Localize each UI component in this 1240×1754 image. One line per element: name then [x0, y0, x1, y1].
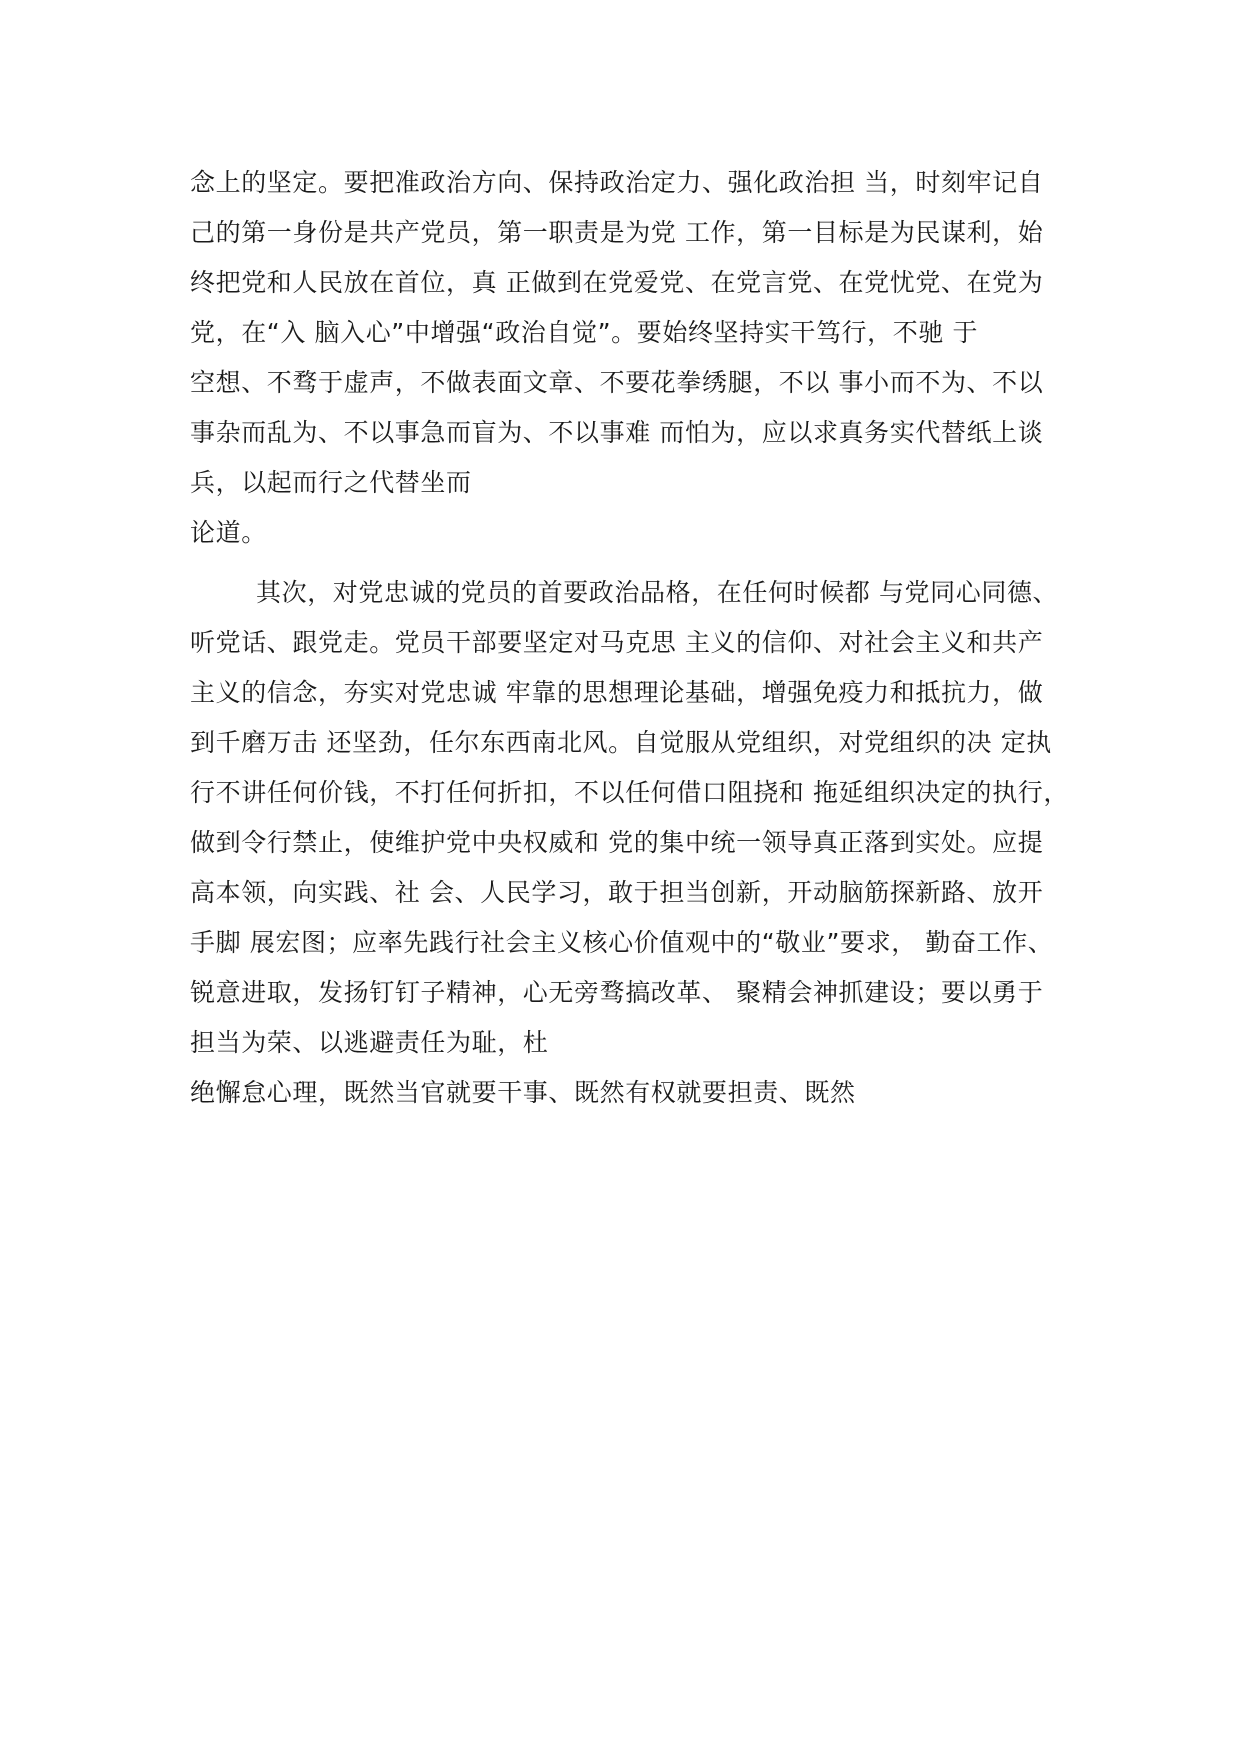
text-line: 念上的坚定。要把准政治方向、保持政治定力、强化政治担 当，时刻牢记自 [190, 168, 1044, 197]
text-line: 行不讲任何价钱，不打任何折扣，不以任何借口阻挠和 拖延组织决定的执行， [190, 778, 1069, 807]
text-line: 锐意进取，发扬钉钉子精神，心无旁骛搞改革、 聚精会神抓建设；要以勇于 [190, 978, 1044, 1007]
text-line: 论道。 [190, 518, 267, 547]
text-line: 到千磨万击 还坚劲，任尔东西南北风。自觉服从党组织，对党组织的决 定执 [190, 728, 1052, 757]
text-line: 事杂而乱为、不以事急而盲为、不以事难 而怕为，应以求真务实代替纸上谈 [190, 418, 1044, 447]
text-line: 兵，以起而行之代替坐而 [190, 468, 472, 497]
text-line: 手脚 展宏图；应率先践行社会主义核心价值观中的“敬业”要求， 勤奋工作、 [190, 928, 1054, 957]
text-line: 担当为荣、以逃避责任为耻，杜 [190, 1028, 549, 1057]
text-line: 终把党和人民放在首位，真 正做到在党爱党、在党言党、在党忧党、在党为 [190, 268, 1044, 297]
text-line: 高本领，向实践、社 会、人民学习，敢于担当创新，开动脑筋探新路、放开 [190, 878, 1044, 907]
text-line: 空想、不骛于虚声，不做表面文章、不要花拳绣腿，不以 事小而不为、不以 [190, 368, 1044, 397]
text-line: 主义的信念，夯实对党忠诚 牢靠的思想理论基础，增强免疫力和抵抗力，做 [190, 678, 1044, 707]
text-line: 听党话、跟党走。党员干部要坚定对马克思 主义的信仰、对社会主义和共产 [190, 628, 1044, 657]
text-line: 绝懈怠心理，既然当官就要干事、既然有权就要担责、既然 [190, 1078, 856, 1107]
text-line: 党，在“入 脑入心”中增强“政治自觉”。要始终坚持实干笃行，不驰 于 [190, 318, 979, 347]
paragraph-first-line: 其次，对党忠诚的党员的首要政治品格，在任何时候都 与党同心同德、 [256, 578, 1059, 607]
text-line: 己的第一身份是共产党员，第一职责是为党 工作，第一目标是为民谋利，始 [190, 218, 1044, 247]
text-line: 做到令行禁止，使维护党中央权威和 党的集中统一领导真正落到实处。应提 [190, 828, 1044, 857]
